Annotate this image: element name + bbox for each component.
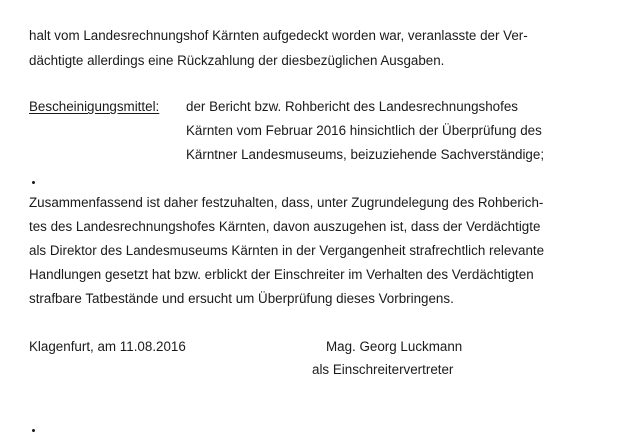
paragraph-1-line-1: halt vom Landesrechnungshof Kärnten aufgedeckt worden war, veranlasste der Ver- [29,28,528,43]
summary-line-2: tes des Landesrechnungshofes Kärnten, davon auszugehen ist, dass der Verdächtigte [29,219,541,234]
summary-line-3: als Direktor des Landesmuseums Kärnten in der Vergangenheit strafrechtlich relevante [29,243,545,258]
signer-role: als Einschreitervertreter [312,362,454,377]
summary-line-5: strafbare Tatbestände und ersucht um Überprüfung dieses Vorbringens. [29,291,454,306]
evidence-line-2: Kärnten vom Februar 2016 hinsichtlich der Überprüfung des [186,123,542,138]
signer-name: Mag. Georg Luckmann [326,339,463,354]
evidence-label: Bescheinigungsmittel: [29,99,160,114]
bullet-dot [32,181,35,184]
summary-line-1: Zusammenfassend ist daher festzuhalten, dass, unter Zugrundelegung des Rohberich- [29,195,544,210]
summary-line-4: Handlungen gesetzt hat bzw. erblickt der Einschreiter im Verhalten des Verdächtigten [29,267,534,282]
evidence-line-3: Kärntner Landesmuseums, beizuziehende Sachverständige; [186,147,545,162]
bullet-dot-bottom [32,429,35,432]
paragraph-1-line-2: dächtigte allerdings eine Rückzahlung der diesbezüglichen Ausgaben. [29,53,445,68]
evidence-line-1: der Bericht bzw. Rohbericht des Landesrechnungshofes [186,99,518,114]
place-date: Klagenfurt, am 11.08.2016 [29,339,186,354]
